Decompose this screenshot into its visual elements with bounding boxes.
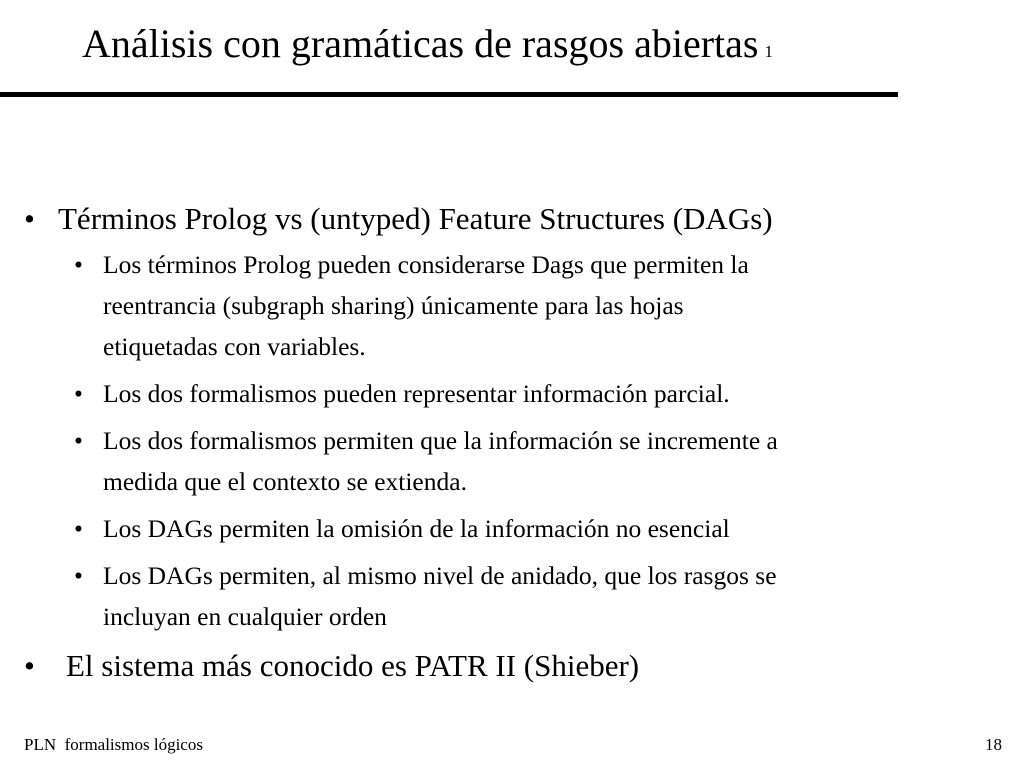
- footer-course-label: PLN formalismos lógicos: [24, 735, 203, 754]
- bullet-text: Términos Prolog vs (untyped) Feature Structures (DAGs): [58, 201, 773, 236]
- title-underline-rule: [0, 92, 898, 97]
- sub-bullet-text: Los dos formalismos permiten que la información se incremente a medida que el contexto se extienda.: [103, 426, 778, 496]
- sub-bullet-text: Los dos formalismos pueden representar información parcial.: [103, 379, 730, 408]
- sub-bullet-list: [0, 244, 1024, 637]
- bullet-dot-icon: •: [24, 648, 35, 683]
- bullet-dot-icon: •: [74, 250, 83, 279]
- bullet-dot-icon: •: [74, 514, 83, 543]
- sub-bullet-item: [0, 244, 1024, 367]
- footer-page-number: 18: [985, 735, 1002, 754]
- sub-bullet-text: Los DAGs permiten, al mismo nivel de anidado, que los rasgos se incluyan en cualquier orden: [103, 561, 777, 631]
- sub-bullet-item: [0, 508, 1024, 549]
- sub-bullet-item: [0, 555, 1024, 637]
- bullet-dot-icon: •: [74, 379, 83, 408]
- sub-bullet-text: Los DAGs permiten la omisión de la información no esencial: [103, 514, 730, 543]
- slide-title-subscript: 1: [764, 42, 773, 61]
- slide-title: [82, 18, 773, 78]
- sub-bullet-text: Los términos Prolog pueden considerarse Dags que permiten la reentrancia (subgraph sharing) únicamente para las hojas etiquetadas con variables.: [103, 250, 749, 361]
- bullet-dot-icon: •: [74, 426, 83, 455]
- bullet-dot-icon: •: [24, 201, 35, 236]
- sub-bullet-item: [0, 420, 1024, 502]
- slide-content: [0, 196, 1024, 689]
- bullet-item-patr-ii: [0, 643, 1024, 689]
- bullet-text: El sistema más conocido es PATR II (Shieber): [66, 648, 640, 683]
- bullet-item-prolog-vs-dags: [0, 196, 1024, 242]
- bullet-dot-icon: •: [74, 561, 83, 590]
- slide-title-text: Análisis con gramáticas de rasgos abiertas: [82, 21, 759, 66]
- sub-bullet-item: [0, 373, 1024, 414]
